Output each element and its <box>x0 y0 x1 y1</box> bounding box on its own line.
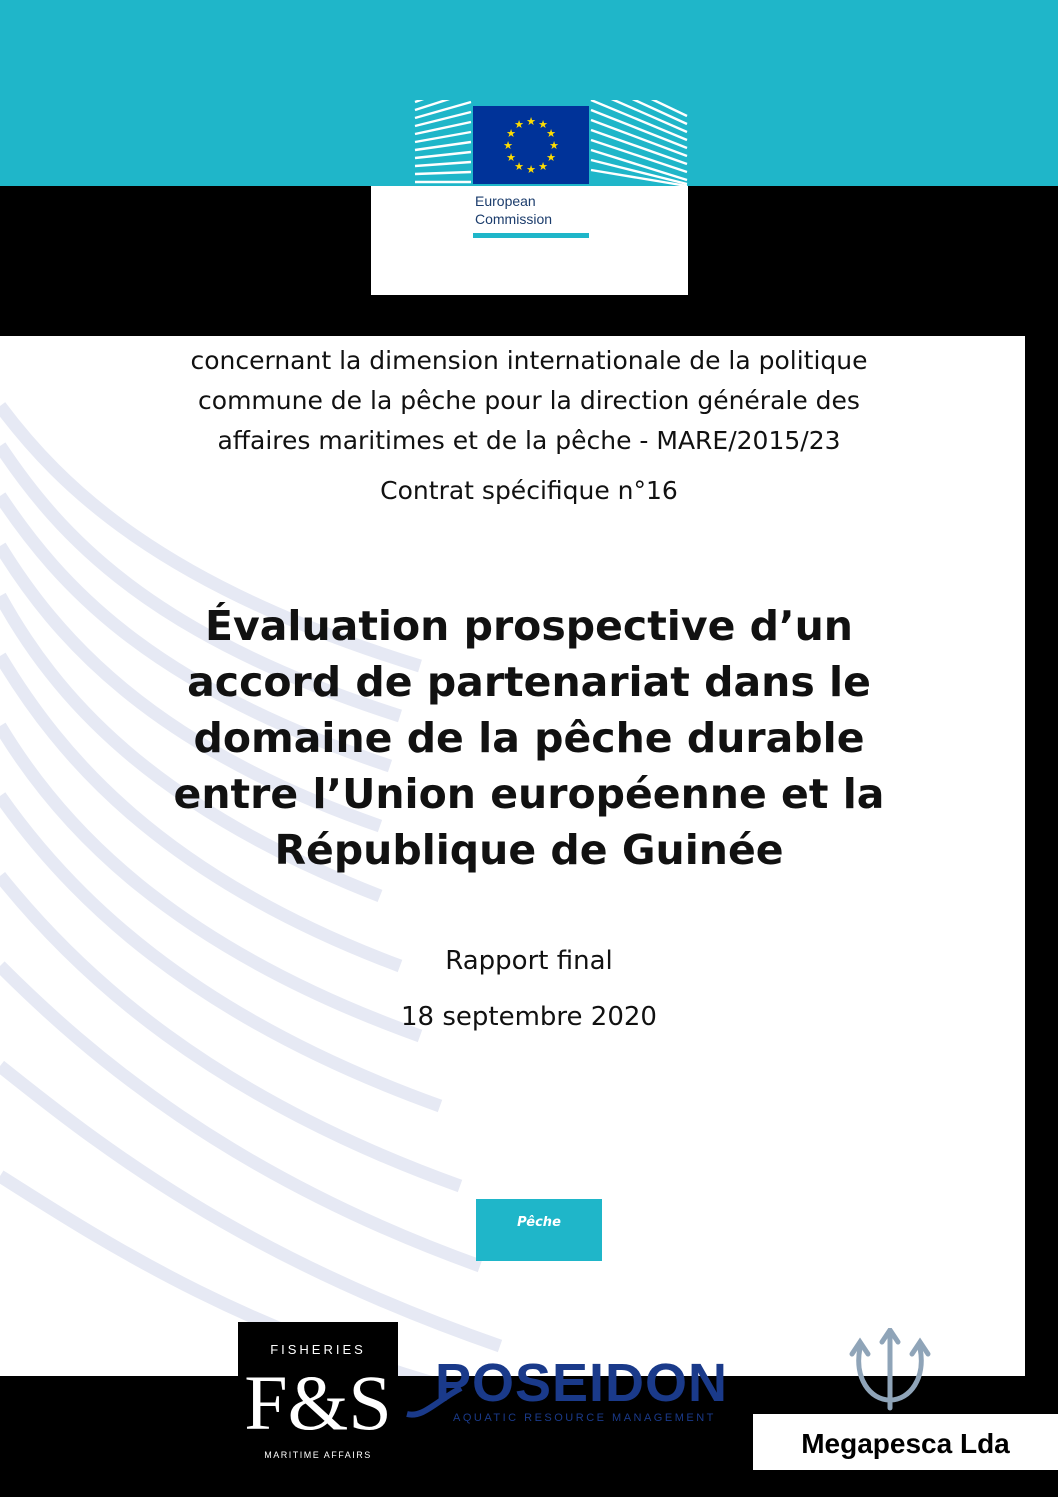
intro-line3: affaires maritimes et de la pêche - MARE/2015/23 <box>217 426 841 455</box>
svg-text:★: ★ <box>526 115 536 128</box>
svg-text:★: ★ <box>514 118 524 131</box>
contract-number: Contrat spécifique n°16 <box>380 476 678 505</box>
svg-text:★: ★ <box>514 160 524 173</box>
svg-text:★: ★ <box>538 118 548 131</box>
svg-text:★: ★ <box>538 160 548 173</box>
report-date: 18 septembre 2020 <box>401 1002 657 1032</box>
megapesca-logo: Megapesca Lda <box>753 1414 1058 1470</box>
topic-tag: Pêche <box>476 1199 602 1261</box>
title-line3: domaine de la pêche durable <box>193 714 865 762</box>
svg-text:★: ★ <box>546 127 556 140</box>
organisation-line2: Commission <box>475 211 553 227</box>
title-line4: entre l’Union européenne et la <box>173 770 885 818</box>
svg-text:★: ★ <box>506 151 516 164</box>
european-commission-logo <box>371 100 688 295</box>
svg-text:★: ★ <box>526 163 536 176</box>
fs-logo-top: FISHERIES <box>270 1342 366 1357</box>
document-title <box>0 598 1058 878</box>
poseidon-name: POSEIDON <box>435 1353 729 1413</box>
fs-logo <box>238 1322 398 1484</box>
logo-underline <box>473 233 589 238</box>
title-line1: Évaluation prospective d’un <box>205 602 853 650</box>
svg-text:★: ★ <box>549 139 559 152</box>
svg-text:★: ★ <box>546 151 556 164</box>
eu-flag-icon <box>473 106 589 184</box>
poseidon-logo <box>405 1352 750 1432</box>
fs-logo-bottom: MARITIME AFFAIRS <box>264 1450 372 1460</box>
report-type: Rapport final <box>445 946 613 976</box>
organisation-name <box>475 192 552 228</box>
organisation-line1: European <box>475 193 536 209</box>
title-line5: République de Guinée <box>274 826 784 874</box>
intro-line2: commune de la pêche pour la direction générale des <box>198 386 860 415</box>
poseidon-tagline: AQUATIC RESOURCE MANAGEMENT <box>453 1412 716 1424</box>
trident-icon <box>840 1328 940 1416</box>
svg-text:★: ★ <box>503 139 513 152</box>
title-line2: accord de partenariat dans le <box>187 658 871 706</box>
fs-logo-mark: F&S <box>244 1359 392 1446</box>
intro-line1: concernant la dimension internationale de la politique <box>190 346 868 375</box>
svg-text:★: ★ <box>506 127 516 140</box>
intro-text <box>0 341 1058 461</box>
